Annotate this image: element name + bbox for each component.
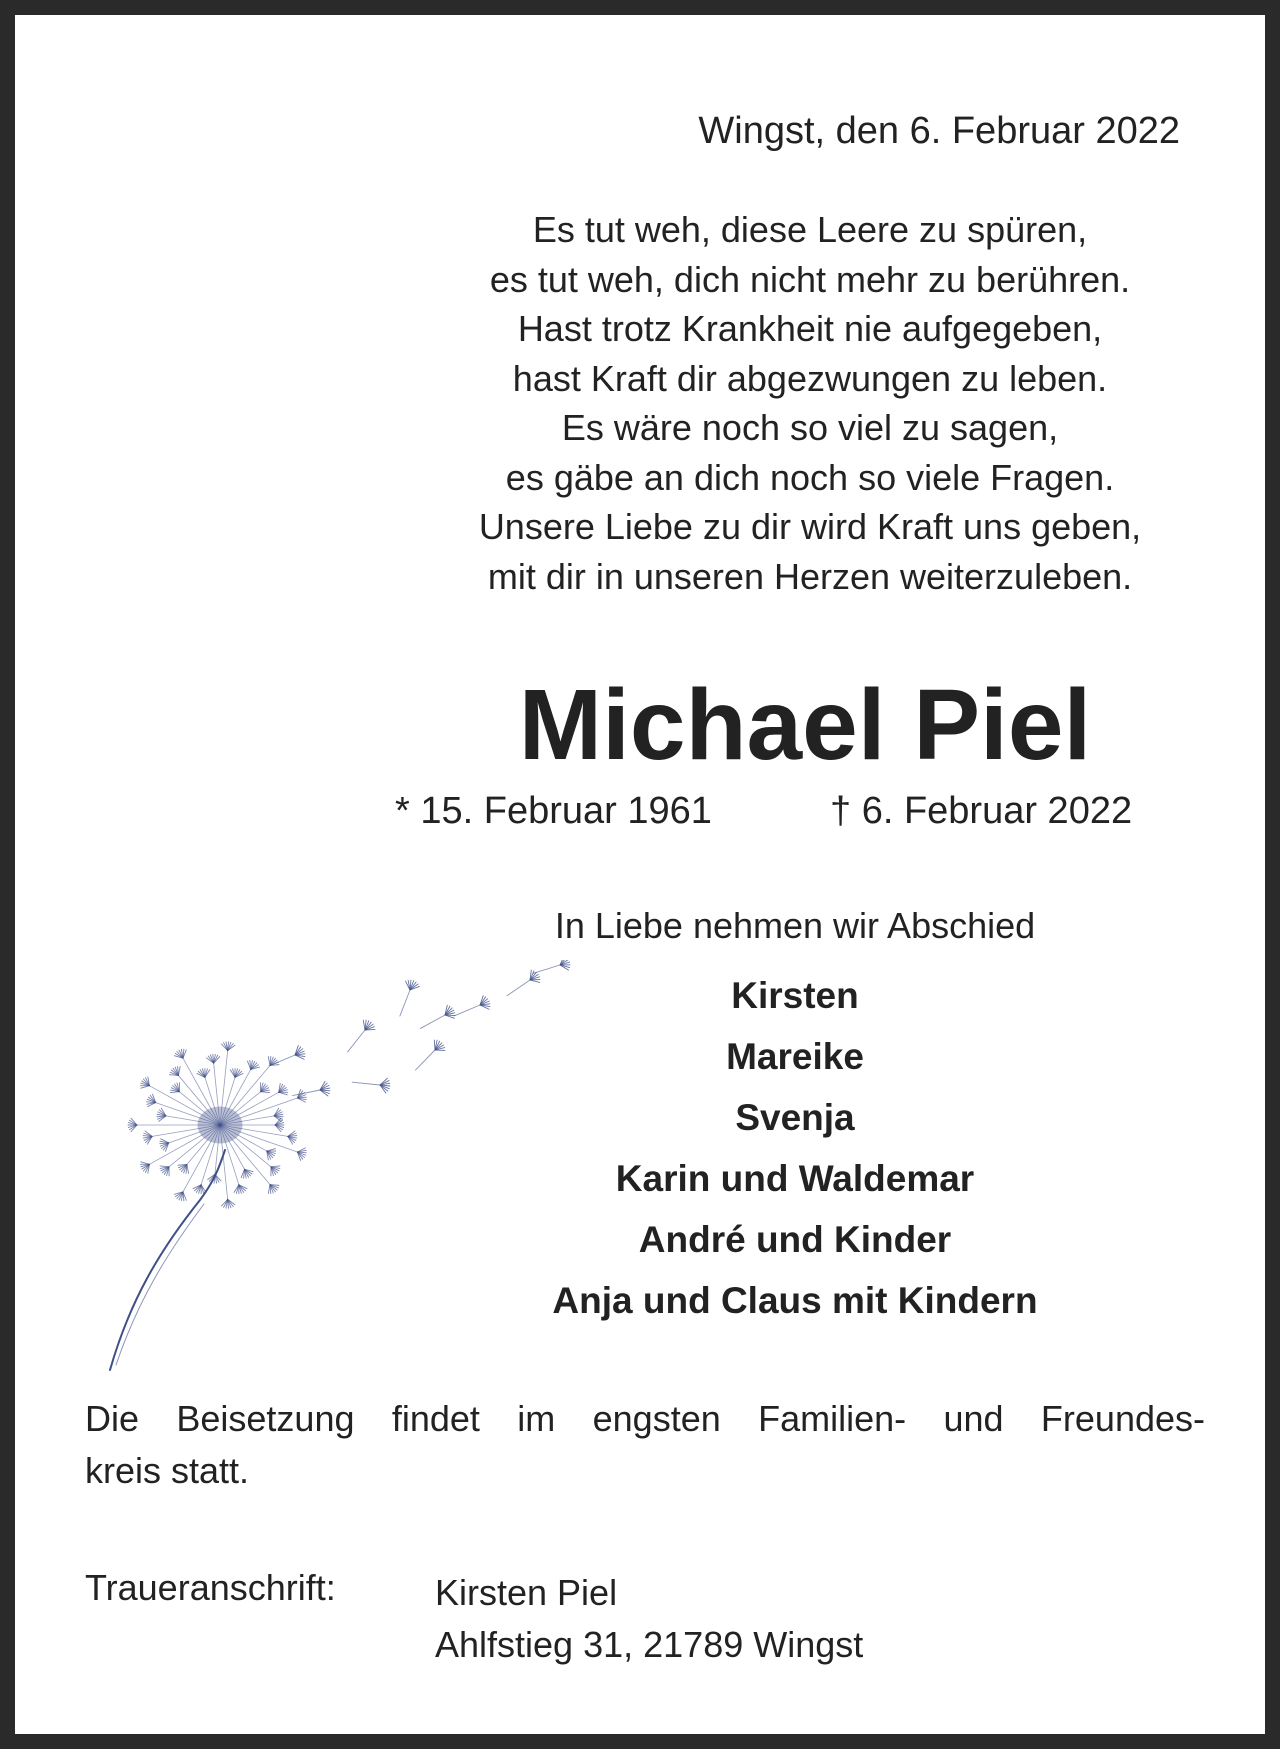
obituary-notice xyxy=(15,15,1265,1734)
poem-line: Unsere Liebe zu dir wird Kraft uns geben, xyxy=(478,506,1142,547)
poem xyxy=(405,205,1215,601)
poem-line: es tut weh, dich nicht mehr zu berühren. xyxy=(489,258,1131,300)
poem-line: hast Kraft dir abgezwungen zu leben. xyxy=(512,357,1108,399)
burial-line: Die Beisetzung findet im engsten Familien- und Freundes- xyxy=(85,1398,1205,1439)
poem-line: Hast trotz Krankheit nie aufgegeben, xyxy=(517,308,1103,349)
mourner: Kirsten xyxy=(731,975,859,1016)
deceased-name: Michael Piel xyxy=(518,669,1092,781)
poem-line: Es tut weh, diese Leere zu spüren, xyxy=(532,209,1088,250)
poem-line: Es wäre noch so viel zu sagen, xyxy=(561,407,1059,448)
place-date: Wingst, den 6. Februar 2022 xyxy=(698,110,1180,152)
burial-line: kreis statt. xyxy=(85,1450,250,1491)
mourner: Anja und Claus mit Kindern xyxy=(552,1280,1038,1321)
mourner: Mareike xyxy=(726,1036,864,1077)
mourning-address xyxy=(435,1567,863,1671)
address-street: Ahlfstieg 31, 21789 Wingst xyxy=(435,1624,864,1665)
farewell-line: In Liebe nehmen wir Abschied xyxy=(554,905,1036,946)
address-label: Traueranschrift: xyxy=(85,1567,336,1608)
birth-date: * 15. Februar 1961 xyxy=(395,790,712,832)
burial-notice xyxy=(85,1393,1205,1497)
poem-line: es gäbe an dich noch so viele Fragen. xyxy=(505,456,1115,498)
dandelion-icon xyxy=(90,960,650,1380)
mourner: André und Kinder xyxy=(638,1219,952,1260)
address-name: Kirsten Piel xyxy=(435,1572,618,1613)
death-date: † 6. Februar 2022 xyxy=(830,790,1133,832)
mourner: Karin und Waldemar xyxy=(615,1158,975,1199)
mourner: Svenja xyxy=(735,1097,855,1138)
poem-line: mit dir in unseren Herzen weiterzuleben. xyxy=(487,555,1133,597)
